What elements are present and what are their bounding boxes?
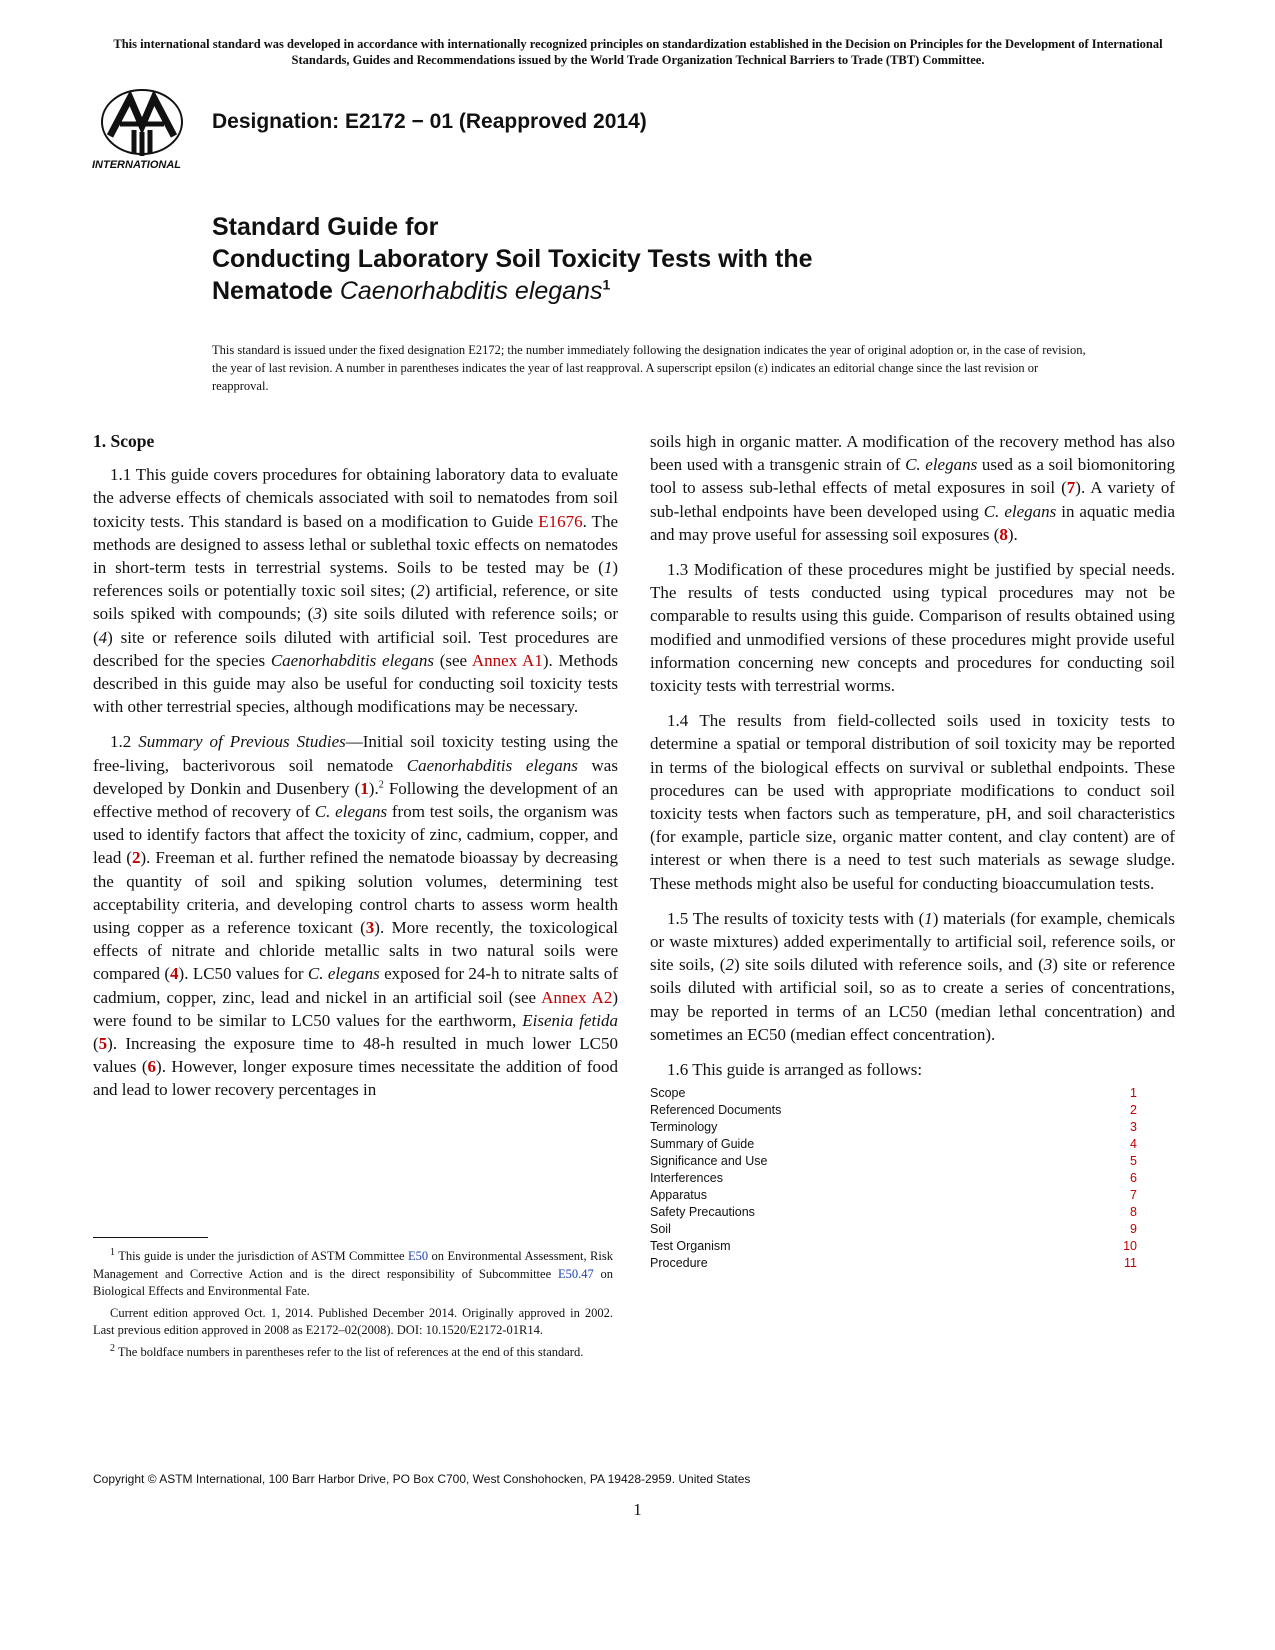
ref-link-5[interactable]: 5 [98, 1034, 108, 1054]
toc-label: Scope [650, 1086, 686, 1101]
toc-row [650, 1238, 1137, 1255]
toc-section-link[interactable]: 3 [1130, 1120, 1137, 1135]
link-e50-47[interactable]: E50.47 [557, 1266, 594, 1281]
paragraph-1-6: 1.6 This guide is arranged as follows: [667, 1060, 923, 1080]
section-heading-scope: 1. Scope [93, 431, 155, 451]
logo-text: INTERNATIONAL [92, 159, 182, 171]
ref-link-4[interactable]: 4 [170, 964, 179, 984]
toc-section-link[interactable]: 4 [1130, 1137, 1137, 1152]
toc-row [650, 1187, 1137, 1204]
document-title [212, 211, 1112, 307]
wto-notice: This international standard was developed in accordance with internationally recognized principles on standardization established in the Decision on Principles for the Development of International Standards, Guides and Recommendations issued by the World Trade Organization Technical Barriers to Trade (TBT) Committee. [113, 37, 1163, 67]
footnote-1: $^1$ This guide is under the jurisdiction of ASTM Committee E50 on Environmental Assessment, Risk Management and Corrective Action and is the direct responsibility of Subcommittee E50.47 on Biological Effects and Environmental Fate. [93, 1246, 613, 1298]
left-column [93, 430, 618, 1114]
toc-label: Test Organism [650, 1239, 731, 1254]
ref-link-2[interactable]: 2 [131, 848, 141, 868]
page-number: 1 [633, 1500, 642, 1519]
toc-row [650, 1119, 1137, 1136]
toc-section-link[interactable]: 5 [1130, 1154, 1137, 1169]
footnote-edition: Current edition approved Oct. 1, 2014. Published December 2014. Originally approved in 2002. Last previous edition approved in 2008 as E2172–02(2008). DOI: 10.1520/E2172-01R14. [93, 1305, 613, 1337]
toc-section-link[interactable]: 7 [1130, 1188, 1137, 1203]
toc-label: Terminology [650, 1120, 718, 1135]
footnote-divider [93, 1237, 208, 1238]
paragraph-1-1: 1.1 This guide covers procedures for obtaining laboratory data to evaluate the adverse effects of chemicals associated with soil to nematodes from soil toxicity tests. This standard is based on a modification to Guide E1676. The methods are designed to assess lethal or sublethal toxic effects on nematodes in short-term tests in terrestrial systems. Soils to be tested may be (1) references soils or potentially toxic soil sites; (2) artificial, reference, or site soils spiked with compounds; (3) site soils diluted with reference soils; or (4) site or reference soils diluted with artificial soil. Test procedures are described for the species Caenorhabditis elegans (see Annex A1). Methods described in this guide may also be useful for conducting soil toxicity tests with other terrestrial species, although modifications may be necessary. [93, 465, 618, 717]
toc-row [650, 1255, 1137, 1272]
copyright-line: Copyright © ASTM International, 100 Barr Harbor Drive, PO Box C700, West Conshohocken, PA 19428-2959. United States [93, 1472, 751, 1486]
ref-link-7[interactable]: 7 [1066, 478, 1076, 498]
table-of-contents [650, 1085, 1175, 1272]
footnotes [93, 1248, 613, 1365]
toc-label: Soil [650, 1222, 671, 1237]
toc-row [650, 1221, 1137, 1238]
toc-section-link[interactable]: 2 [1130, 1103, 1137, 1118]
toc-label: Interferences [650, 1171, 723, 1186]
link-e1676[interactable]: E1676 [538, 511, 583, 531]
toc-section-link[interactable]: 10 [1123, 1239, 1137, 1254]
toc-section-link[interactable]: 11 [1124, 1256, 1137, 1271]
paragraph-1-2-continued: soils high in organic matter. A modification of the recovery method has also been used with a transgenic strain of C. elegans used as a soil biomonitoring tool to assess sub-lethal effects of metal exposures in soil (7). A variety of sub-lethal endpoints have been developed using C. elegans in aquatic media and may prove useful for assessing soil exposures (8). [650, 432, 1176, 544]
paragraph-1-4: 1.4 The results from field-collected soils used in toxicity tests to determine a spatial or temporal distribution of soil toxicity may be reported in terms of the biological effects on survival or sublethal endpoints. These procedures can be used with appropriate modifications to conduct soil toxicity tests when factors such as temperature, pH, and soil characteristics (for example, particle size, organic matter content, and clay content) are of interest or when there is a need to test such materials as sewage sludge. These methods might also be useful for conducting bioaccumulation tests. [650, 711, 1175, 893]
ref-link-6[interactable]: 6 [147, 1057, 157, 1077]
link-e50[interactable]: E50 [407, 1249, 429, 1263]
toc-label: Procedure [650, 1256, 708, 1271]
toc-label: Summary of Guide [650, 1137, 755, 1152]
issue-note: This standard is issued under the fixed designation E2172; the number immediately following the designation indicates the year of original adoption or, in the case of revision, the year of last revision. A number in parentheses indicates the year of last reapproval. A superscript epsilon (ε) indicates an editorial change since the last revision or reapproval. [212, 343, 1086, 393]
toc-section-link[interactable]: 9 [1130, 1222, 1137, 1237]
toc-row [650, 1170, 1137, 1187]
ref-link-8[interactable]: 8 [999, 524, 1008, 544]
toc-row [650, 1204, 1137, 1221]
ref-link-1[interactable]: 1 [360, 778, 369, 798]
ref-link-3[interactable]: 3 [365, 918, 375, 938]
toc-section-link[interactable]: 8 [1130, 1205, 1137, 1220]
toc-label: Significance and Use [650, 1154, 768, 1169]
paragraph-1-2: 1.2 Summary of Previous Studies—Initial soil toxicity testing using the free-living, bacterivorous soil nematode Caenorhabditis elegans was developed by Donkin and Dusenbery (1).$^2$ Following the development of an effective method of recovery of C. elegans from test soils, the organism was used to identify factors that affect the toxicity of zinc, cadmium, copper, and lead (2). Freeman et al. further refined the nematode bioassay by decreasing the quantity of soil and spiking solution volumes, determining test acceptability criteria, and developing control charts to assess worm health using copper as a reference toxicant (3). More recently, the toxicological effects of nitrate and chloride metallic salts in two natural soils were compared (4). LC50 values for C. elegans exposed for 24-h to nitrate salts of cadmium, copper, zinc, lead and nickel in an artificial soil (see Annex A2) were found to be similar to LC50 values for the earthworm, Eisenia fetida (5). Increasing the exposure time to 48-h resulted in much lower LC50 values (6). However, longer exposure times necessitate the addition of food and lead to lower recovery percentages in [93, 732, 618, 1100]
toc-section-link[interactable]: 6 [1130, 1171, 1137, 1186]
title-line-3: Nematode Caenorhabditis elegans$^1$ [212, 276, 611, 305]
paragraph-1-5: 1.5 The results of toxicity tests with (1) materials (for example, chemicals or waste mixtures) added experimentally to artificial soil, reference soils, or site soils, (2) site soils diluted with reference soils, and (3) site or reference soils diluted with artificial soil, so as to create a series of concentrations, may be reported in terms of an LC50 (median lethal concentration) and sometimes an EC50 (median effect concentration). [650, 908, 1176, 1044]
title-line-2: Conducting Laboratory Soil Toxicity Tests with the [212, 245, 813, 273]
toc-section-link[interactable]: 1 [1130, 1086, 1137, 1101]
astm-logo [90, 86, 198, 174]
link-annex-a1[interactable]: Annex A1 [471, 650, 543, 670]
paragraph-1-3: 1.3 Modification of these procedures might be justified by special needs. The results of tests conducted using typical procedures may not be comparable to results using this guide. Comparison of results obtained using modified and unmodified versions of these procedures might provide useful information concerning new concepts and procedures for conducting soil toxicity tests with terrestrial worms. [650, 560, 1175, 696]
right-column [650, 430, 1175, 1272]
designation: Designation: E2172 − 01 (Reapproved 2014) [212, 110, 647, 133]
toc-label: Apparatus [650, 1188, 707, 1203]
toc-row [650, 1102, 1137, 1119]
toc-row [650, 1085, 1137, 1102]
link-annex-a2[interactable]: Annex A2 [541, 987, 613, 1007]
toc-label: Safety Precautions [650, 1205, 755, 1220]
footnote-2: $^2$ The boldface numbers in parentheses refer to the list of references at the end of this standard. [110, 1342, 584, 1359]
toc-label: Referenced Documents [650, 1103, 782, 1118]
title-line-1: Standard Guide for [212, 213, 439, 241]
toc-row [650, 1136, 1137, 1153]
toc-row [650, 1153, 1137, 1170]
